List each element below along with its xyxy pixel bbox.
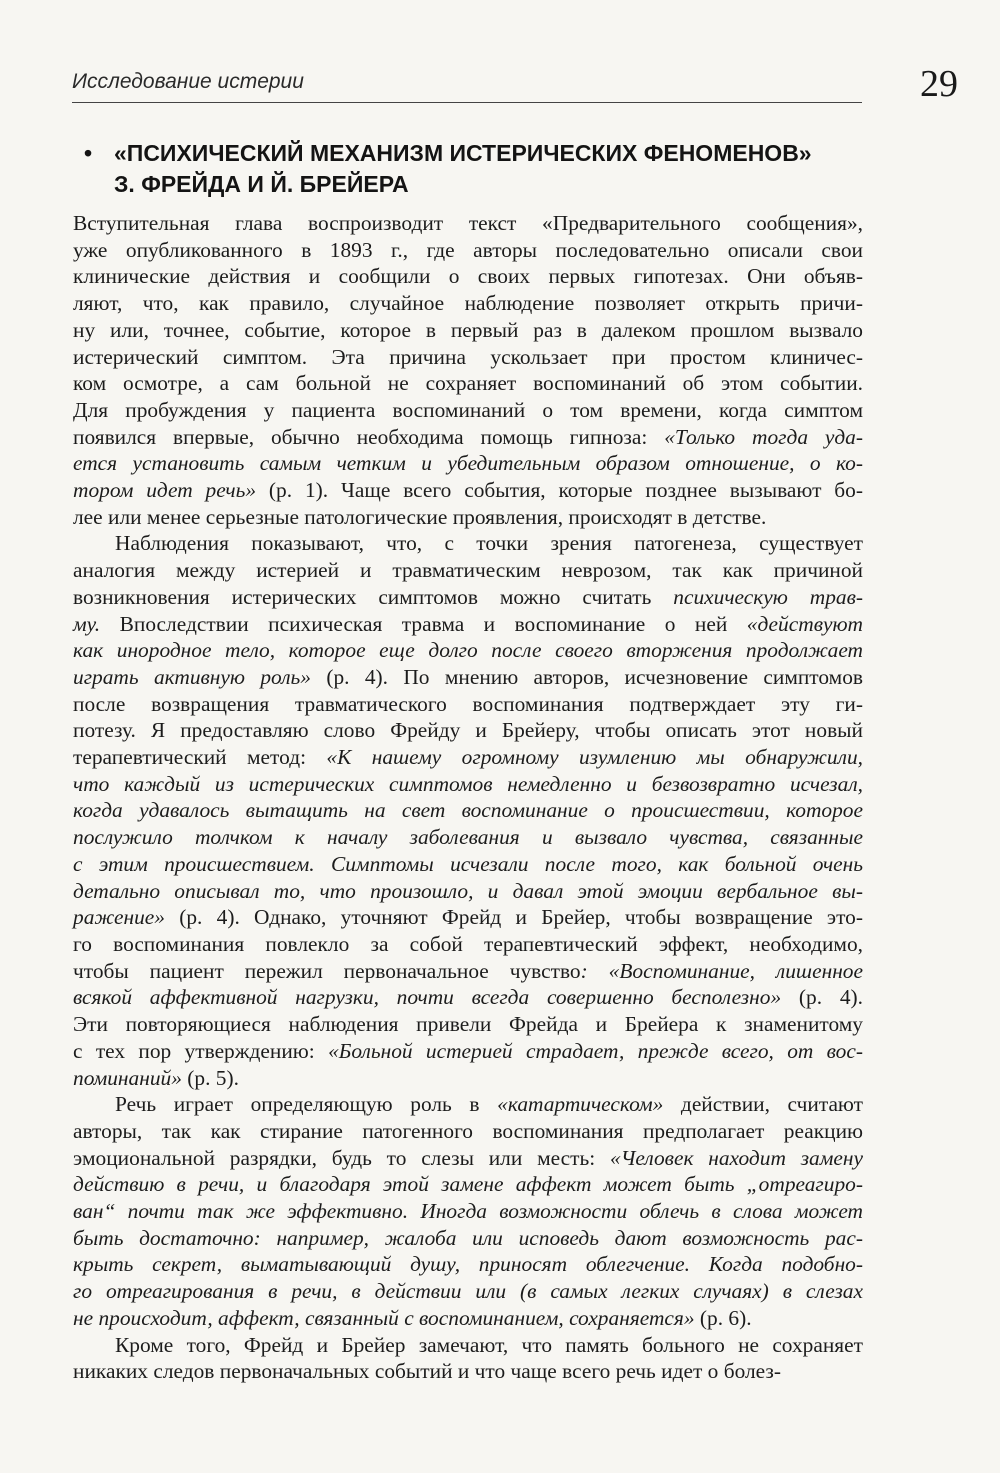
italic-text-segment: что каждый из истерических симптомов немедленно и безвозвратно исчезал, [73,771,863,796]
text-line [73,344,863,371]
italic-text-segment: тором идет речь» [73,478,257,503]
text-line [73,637,863,664]
text-line [73,1171,863,1198]
text-line [73,931,863,958]
section-heading-line-2: З. ФРЕЙДА И Й. БРЕЙЕРА [114,171,409,197]
italic-text-segment: крыть секрет, выматывающий душу, приносят облегчение. Когда подобно- [73,1252,863,1277]
text-line [73,958,863,985]
text-segment: аналогия между истерией и травматическим неврозом, так как причиной [73,558,863,583]
text-line [73,237,863,264]
text-line [73,424,863,451]
bullet-icon: • [84,140,93,166]
text-line [73,744,863,771]
italic-text-segment: психическую трав- [673,584,863,609]
text-segment: потезу. Я предоставляю слово Фрейду и Брейеру, чтобы описать этот новый [73,718,863,743]
text-line [73,771,863,798]
text-segment: Наблюдения показывают, что, с точки зрения патогенеза, существует [115,531,863,556]
text-segment: (p. 1). Чаще всего события, которые позднее вызывают бо- [256,478,863,503]
italic-text-segment: «действуют [746,611,863,636]
italic-text-segment: послужило толчком к началу заболевания и вызвало чувства, связанные [73,825,863,850]
italic-text-segment: играть активную роль» [73,664,311,689]
text-segment: возникновения истерических симптомов можно считать [73,584,674,609]
italic-text-segment: го отреагирования в речи, в действии или (в самых легких случаях) в слезах [73,1279,863,1304]
text-line [73,797,863,824]
text-segment: Эти повторяющиеся наблюдения привели Фрейда и Брейера к знаменитому [73,1012,863,1037]
italic-text-segment: ется установить самым четким и убедительным образом отношение, о ко- [73,451,863,476]
italic-text-segment: быть достаточно: например, жалоба или исповедь дают возможность рас- [73,1225,863,1250]
text-segment: ляют, что, как правило, случайное наблюдение позволяет открыть причи- [73,291,863,316]
text-line [73,504,863,531]
text-line [73,1065,863,1092]
text-segment: появился впервые, обычно необходима помощь гипноза: [73,424,665,449]
text-segment: лее или менее серьезные патологические проявления, происходят в детстве. [73,504,767,529]
text-line [73,1091,863,1118]
text-segment: уже опубликованного в 1893 г., где авторы последовательно описали свои [73,237,863,262]
body-text [73,210,863,1385]
text-segment: (p. 4). [781,985,864,1010]
text-segment: истерический симптом. Эта причина ускользает при простом клиничес- [73,344,863,369]
text-line [73,584,863,611]
italic-text-segment: когда удавалось вытащить на свет воспоминание о происшествии, которое [73,798,863,823]
text-segment: Впоследствии психическая травма и воспоминание о ней [100,611,747,636]
text-line [73,1145,863,1172]
text-line [73,1332,863,1359]
italic-text-segment: детально описывал то, что произошло, и давал этой эмоции вербальное вы- [73,878,863,903]
text-segment: никаких следов первоначальных событий и что чаще всего речь идет о болез- [73,1359,781,1384]
text-line [73,1278,863,1305]
running-header-title: Исследование истерии [72,70,304,93]
italic-text-segment: всякой аффективной нагрузки, почти всегда совершенно бесполезно» [73,985,782,1010]
text-line [73,210,863,237]
italic-text-segment: «Только тогда уда- [664,424,864,449]
text-line [73,263,863,290]
text-line [73,317,863,344]
text-segment: эмоциональной разрядки, будь то слезы или месть: [73,1145,610,1170]
text-line [73,1225,863,1252]
text-line [73,1251,863,1278]
text-segment: терапевтический метод: [73,745,327,770]
text-segment: действии, считают [663,1092,863,1117]
italic-text-segment: «Больной истерией страдает, прежде всего, от вос- [328,1038,863,1063]
text-line [73,851,863,878]
italic-text-segment: му. [73,611,101,636]
text-segment: (p. 6). [694,1305,752,1330]
page-number: 29 [920,63,958,105]
text-segment: (p. 4). По мнению авторов, исчезновение симптомов [310,664,863,689]
italic-text-segment: с этим происшествием. Симптомы исчезали после того, как больной очень [73,851,863,876]
italic-text-segment: ван“ почти так же эффективно. Иногда возможности облечь в слова может [73,1199,863,1224]
italic-text-segment: : «Воспоминание, лишенное [580,958,863,983]
running-header [72,60,862,103]
italic-text-segment: «К нашему огромному изумлению мы обнаружили, [326,745,863,770]
text-segment: с тех пор утверждению: [73,1038,329,1063]
section-heading [84,138,884,200]
text-line [73,1198,863,1225]
text-line [73,450,863,477]
italic-text-segment: «катартическом» [497,1092,664,1117]
text-line [73,557,863,584]
text-line [73,290,863,317]
text-segment: Кроме того, Фрейд и Брейер замечают, что память больного не сохраняет [115,1332,863,1357]
text-segment: го воспоминания повлекло за собой терапевтический эффект, необходимо, [73,931,863,956]
text-segment: авторы, так как стирание патогенного воспоминания предполагает реакцию [73,1118,863,1143]
section-heading-line-1: «ПСИХИЧЕСКИЙ МЕХАНИЗМ ИСТЕРИЧЕСКИХ ФЕНОМЕНОВ» [114,140,812,166]
text-segment: Вступительная глава воспроизводит текст «Предварительного сообщения», [73,211,863,235]
text-line [73,1118,863,1145]
text-line [73,530,863,557]
text-segment: Речь играет определяющую роль в [115,1092,498,1117]
text-line [73,664,863,691]
italic-text-segment: «Человек находит замену [610,1145,863,1170]
text-line [73,1011,863,1038]
text-line [73,1305,863,1332]
text-line [73,691,863,718]
text-line [73,1358,863,1385]
italic-text-segment: действию в речи, и благодаря этой замене аффект может быть „отреагиро- [73,1172,863,1197]
text-line [73,370,863,397]
text-line [73,878,863,905]
text-line [73,984,863,1011]
italic-text-segment: как инородное тело, которое еще долго после своего вторжения продолжает [73,638,863,663]
text-segment: Для пробуждения у пациента воспоминаний о том времени, когда симптом [73,397,863,422]
text-segment: (p. 5). [181,1065,239,1090]
italic-text-segment: не происходит, аффект, связанный с воспоминанием, сохраняется» [73,1305,695,1330]
text-segment: (p. 4). Однако, уточняют Фрейд и Брейер, чтобы возвращение это- [165,905,863,930]
text-segment: чтобы пациент пережил первоначальное чувство [73,958,581,983]
text-line [73,904,863,931]
text-line [73,477,863,504]
text-segment: после возвращения травматического воспоминания подтверждает эту ги- [73,691,863,716]
text-segment: ком осмотре, а сам больной не сохраняет воспоминаний об этом событии. [73,371,863,396]
text-line [73,1038,863,1065]
text-line [73,717,863,744]
italic-text-segment: поминаний» [73,1065,182,1090]
italic-text-segment: ражение» [73,905,165,930]
text-line [73,397,863,424]
text-segment: ну или, точнее, событие, которое в первый раз в далеком прошлом вызвало [73,317,863,342]
text-line [73,824,863,851]
text-line [73,611,863,638]
text-segment: клинические действия и сообщили о своих первых гипотезах. Они объяв- [73,264,863,289]
